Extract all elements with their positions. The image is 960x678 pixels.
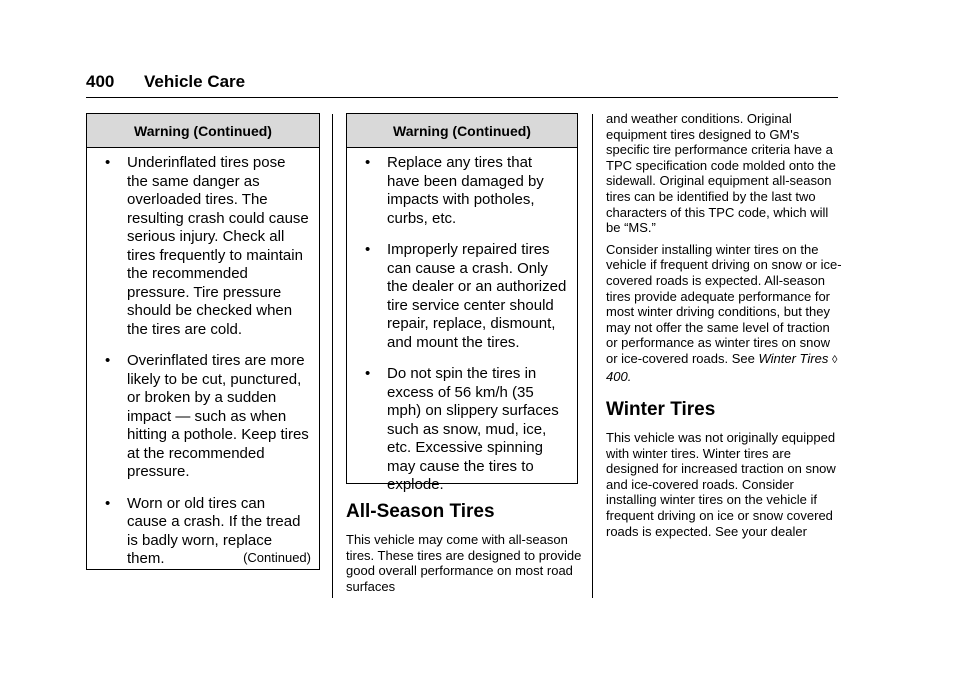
bullet-text: Replace any tires that have been damaged by impacts with potholes, curbs, etc. (387, 154, 544, 227)
winter-tires-heading: Winter Tires (606, 399, 716, 421)
tpc-paragraph: and weather conditions. Original equipment tires designed to GM's specific tire performance criteria have a TPC specification code molded onto the sidewall. Original equipment all-season tires can be identified by the last two characters of this TPC code, which will be “MS.” (606, 111, 836, 236)
bullet-text: Worn or old tires can cause a crash. If the tread is badly worn, replace them. (127, 494, 301, 567)
bullet-icon: • (365, 241, 371, 258)
bullet-icon: • (105, 154, 111, 171)
bullet-text: Do not spin the tires in excess of 56 km/h (35 mph) on slippery surfaces such as snow, mud, ice, etc. Excessive spinning may cause the tires to explode. (387, 365, 559, 493)
section-title: Vehicle Care (144, 72, 246, 91)
warning-bullet (101, 352, 309, 482)
bullet-icon: • (365, 365, 371, 382)
warning-body (347, 148, 577, 495)
all-season-section (346, 500, 582, 600)
warning-box-middle (346, 113, 578, 493)
bullet-text: Improperly repaired tires can cause a crash. Only the dealer or an authorized tire service center should repair, replace, dismount, and mount the tires. (387, 241, 567, 351)
column-separator-left (332, 114, 333, 598)
warning-body (87, 148, 319, 569)
bullet-icon: • (365, 154, 371, 171)
page-number: 400 (86, 72, 115, 91)
column-separator-right (592, 114, 593, 598)
all-season-paragraph: This vehicle may come with all-season tires. These tires are designed to provide good overall performance on most road surfaces (346, 532, 582, 594)
winter-consider-text: Consider installing winter tires on the vehicle if frequent driving on snow or ice-covered roads is expected. All-season tires provide adequate performance for most winter driving conditions, but they may not offer the same level of traction or performance as winter tires on snow or ice-covered roads. See (606, 241, 842, 366)
bullet-icon: • (105, 352, 111, 369)
warning-box-left (86, 113, 320, 570)
winter-consider-paragraph (606, 242, 842, 384)
winter-tires-link[interactable]: Winter Tires (758, 350, 829, 366)
warning-bullet (361, 365, 567, 495)
continued-label: (Continued) (243, 550, 311, 565)
winter-tires-paragraph: This vehicle was not originally equipped with winter tires. Winter tires are designed for increased traction on snow and ice-covered roads. Consider installing winter tires on the vehicle if frequent driving on ice or snow covered roads is expected. See your dealer (606, 430, 836, 539)
all-season-heading: All-Season Tires (346, 501, 495, 522)
bullet-text: Underinflated tires pose the same danger as overloaded tires. The resulting crash could cause serious injury. Check all tires frequently to maintain the recommended pressure. Tire pressure should be checked when the tires are cold. (127, 154, 309, 338)
warning-bullet (361, 154, 567, 228)
warning-bullet (101, 154, 309, 339)
winter-tires-page-ref: 400. (606, 368, 632, 384)
page-ref-icon: ◊ (831, 353, 838, 366)
warning-title: Warning (Continued) (87, 114, 319, 148)
warning-bullet (361, 241, 567, 352)
header-rule (86, 97, 838, 98)
bullet-text: Overinflated tires are more likely to be cut, punctured, or broken by a sudden impact — such as when hitting a pothole. Keep tires at the recommended pressure. (127, 352, 309, 480)
bullet-icon: • (105, 494, 111, 512)
right-column (606, 111, 842, 545)
warning-title: Warning (Continued) (347, 114, 577, 148)
